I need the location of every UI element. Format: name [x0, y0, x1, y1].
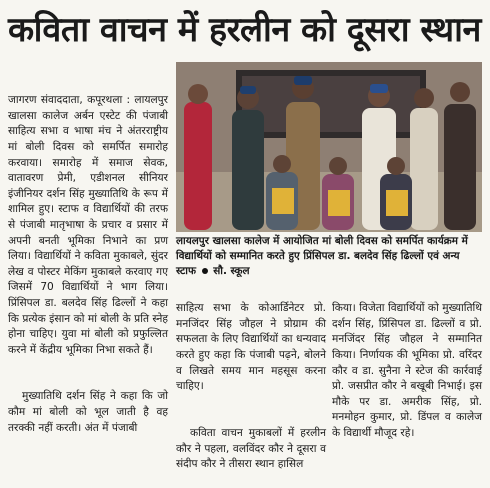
headline: कविता वाचन में हरलीन को दूसरा स्थान: [8, 10, 481, 50]
photo-credit: सौ. स्कूल: [213, 264, 250, 277]
article-paragraph: कविता वाचन मुकाबलों में हरलीन कौर ने पहला, वलविंदर कौर ने दूसरा व संदीप कौर ने तीसरा स्थान हासिल: [176, 426, 330, 471]
photo-caption-text: लायलपुर खालसा कालेज में आयोजित मां बोली दिवस को समर्पित कार्यक्रम में विद्यार्थियों को सम्मानित करते हुए प्रिंसिपल डा. बलदेव सिंह ढिल्लों एवं अन्य स्टाफ: [176, 235, 472, 277]
article-column-middle: [176, 270, 330, 471]
article-paragraph: जागरण संवाददाता, कपूरथला : लायलपुर खालसा कालेज अर्बन एस्टेट की पंजाबी साहित्य सभा व भाषा मंच ने अंतरराष्ट्रीय मां बोली दिवस को समर्पित समारोह करवाया। समारोह में समाज सेवक, वातावरण प्रेमी, एडीशनल सीनियर इंजीनियर दर्शन सिंह मुख्यातिथि के रूप में शामिल हुए। स्टाफ व विद्यार्थियों की तरफ से पंजाबी मातृभाषा के प्रचार व प्रसार में अपनी बनती भूमिका निभाने का प्रण लिया। विद्यार्थियों ने कविता मुकाबले, सुंदर लेख व पोस्टर मेकिंग मुकाबले करवाए गए जिसमें 70 विद्यार्थियों ने भाग लिया। प्रिंसिपल डा. बलदेव सिंह ढिल्लों ने कहा कि प्रत्येक इंसान को मां बोली के प्रति स्नेह होना चाहिए। युवा मां बोली को प्रफुल्लित करने में केंद्रीय भूमिका निभा सकते हैं।: [8, 94, 172, 356]
article-paragraph: साहित्य सभा के कोआर्डिनेटर प्रो. मनजिंदर सिंह जौहल ने प्रोग्राम की सफलता के लिए विद्यार्थियों का धन्यवाद करते हुए कहा कि पंजाबी पढ़ने, बोलने व लिखते समय मान महसूस करना चाहिए।: [176, 302, 330, 393]
article-paragraph: किया। विजेता विद्यार्थियों को मुख्यातिथि दर्शन सिंह, प्रिंसिपल डा. ढिल्लों व प्रो. मनजिंदर सिंह जौहल ने सम्मानित किया। निर्णायक की भूमिका प्रो. वरिंदर कौर व डा. सुनैना ने स्टेज की कार्रवाई प्रो. जसप्रीत कौर ने बखूबी निभाई। इस मौके पर डा. अमरीक सिंह, प्रो. मनमोहन कुमार, प्रो. डिंपल व कालेज के विद्यार्थी मौजूद रहे।: [332, 302, 486, 439]
article-paragraph: मुख्यातिथि दर्शन सिंह ने कहा कि जो कौम मां बोली को भूल जाती है वह तरक्की नहीं करती। अंत में पंजाबी: [8, 390, 172, 434]
article-column-left: [8, 62, 172, 434]
group-photo-illustration: [176, 62, 482, 232]
article-column-right: [332, 270, 486, 439]
photo-caption: [176, 234, 482, 277]
news-photo: [176, 62, 482, 232]
